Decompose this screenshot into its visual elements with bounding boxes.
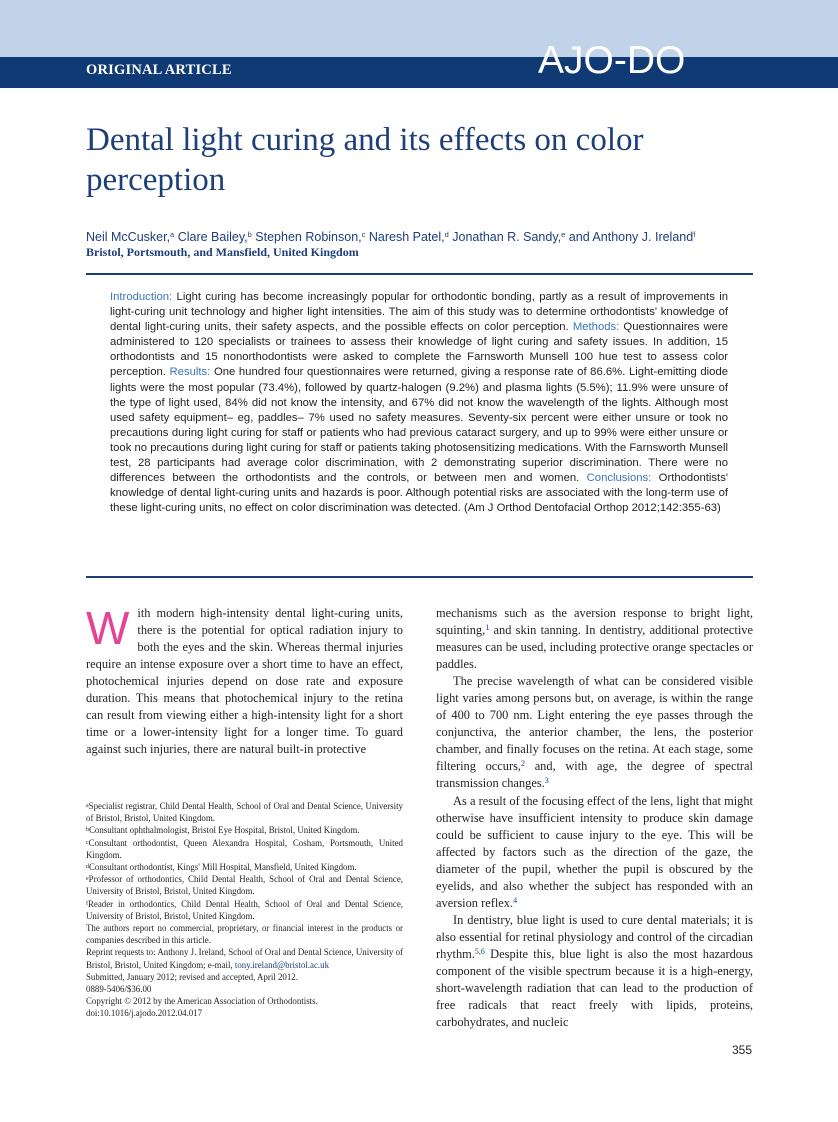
author[interactable]: Clare Bailey,$^b$ — [177, 230, 252, 244]
article-type-label: ORIGINAL ARTICLE — [86, 62, 232, 78]
affiliation-footnote: $^c$Consultant orthodontist, Queen Alexandra Hospital, Cosham, Portsmouth, United Kingdom. — [86, 837, 403, 860]
abstract-text-results: One hundred four questionnaires were returned, giving a response rate of 86.6%. Light-emitting diode lights were the most popular (73.4%), followed by quartz-halogen (9.2%) and plasma lights (5.5%); 11.9% were unsure of the type of light used, 84% did not know the intensity, and 67% did not know the wavelength of the lights. Although most used safety equipment– eg, paddles– 7% used no safety measures. Seventy-six percent were either unsure or took no precautions during light curing for staff or patients who had previous cataract surgery, and up to 99% were either unsure or took no precautions during light curing for staff or patients taking photosensitizing medications. With the Farnsworth Munsell test, 28 participants had average color discrimination, with 2 demonstrating superior discrimination. There were no differences between the orthodontists and the controls, or between men and women. — [110, 366, 729, 485]
abstract-text-conclusions: Orthodontists' knowledge of dental light-curing units and hazards is poor. Although potential risks are associated with the long-term use of these light-curing units, no effect on color discrimination was detected. (Am J Orthod Dentofacial Orthop 2012;142:355-63) — [110, 472, 728, 515]
abstract-text-methods: Questionnaires were administered to 120 specialists or trainees to assess their knowledge of light curing and safety issues. In addition, 15 orthodontists and 15 nonorthodontists were asked to complete the Farnsworth Munsell 100 hue test to assess color perception. — [110, 321, 729, 379]
citation-link[interactable]: 3 — [544, 776, 549, 786]
abstract-heading-results: Results: — [169, 366, 211, 379]
affiliation-footnote: $^e$Professor of orthodontics, Child Dental Health, School of Oral and Dental Science, University of Bristol, Bristol, United Kingdom. — [86, 874, 403, 897]
email-link[interactable]: tony.ireland@bristol.ac.uk — [234, 959, 330, 970]
page-number: 355 — [732, 1043, 753, 1057]
affiliation-footnote: $^a$Specialist registrar, Child Dental Health, School of Oral and Dental Science, University of Bristol, Bristol, United Kingdom. — [86, 801, 403, 824]
abstract-heading-methods: Methods: — [572, 321, 620, 334]
footnotes — [86, 800, 403, 1020]
body-paragraph: As a result of the focusing effect of the lens, light that might otherwise have insufficient intensity to produce skin damage could be sufficient to cause injury to the eye. This will be affected by factors such as the direction of the gaze, the diameter of the pupil, whether the pupil is obscured by the eyelids, and also whether the subject has responded with an aversion reflex.$^4$ — [436, 793, 753, 910]
author[interactable]: Jonathan R. Sandy,$^e$ — [452, 230, 566, 244]
body-paragraph: In dentistry, blue light is used to cure dental materials; it is also essential for retinal physiology and control of the circadian rhythm.$^{5,6}$ Despite this, blue light is also the most hazardous component of the visible spectrum because it is a high-energy, short-wavelength radiation that can lead to the production of free radicals that react freely with lipids, proteins, carbohydrates, and nucleic — [436, 912, 753, 1030]
submission-dates: Submitted, January 2012; revised and accepted, April 2012. — [86, 971, 298, 982]
copyright-notice: Copyright © 2012 by the American Association of Orthodontists. — [86, 996, 318, 1007]
header-top-band — [0, 0, 838, 57]
abstract-heading-introduction: Introduction: — [110, 291, 173, 303]
author-list — [86, 229, 766, 245]
citation-link[interactable]: 1 — [485, 623, 490, 633]
body-paragraph: With modern high-intensity dental light-curing units, there is the potential for optical radiation injury to both the eyes and the skin. Whereas thermal injuries require an intense exposure over a short time to have an effect, photochemical injuries depend on dose rate and exposure duration. This means that photochemical injury to the retina can result from viewing either a high-intensity light for a short time or a lower-intensity light for a longer time. To guard against such injuries, there are natural built-in protective — [86, 602, 403, 757]
disclosure-note: The authors report no commercial, proprietary, or financial interest in the products or companies described in this article. — [86, 923, 403, 946]
drop-cap: W — [86, 602, 130, 654]
abstract-top-rule — [86, 273, 753, 275]
journal-logo[interactable]: AJO-DO — [538, 39, 686, 82]
author[interactable]: Naresh Patel,$^d$ — [368, 230, 449, 244]
body-column-left — [86, 602, 403, 758]
article-title: Dental light curing and its effects on color perception — [86, 122, 644, 198]
affiliation-footnote: $^d$Consultant orthodontist, Kings' Mill Hospital, Mansfield, United Kingdom. — [86, 862, 357, 873]
abstract-text-introduction: Light curing has become increasingly popular for orthodontic bonding, partly as a result of improvements in light-curing unit technology and higher light intensities. The aim of this study was to determine orthodontists' knowledge of dental light-curing units, their safety aspects, and the possible effects on color perception. — [110, 291, 728, 334]
citation-link[interactable]: 2 — [521, 759, 526, 769]
doi-link[interactable]: doi:10.1016/j.ajodo.2012.04.017 — [86, 1008, 203, 1019]
affiliation-footnote: $^f$Reader in orthodontics, Child Dental Health, School of Oral and Dental Science, University of Bristol, Bristol, United Kingdom. — [86, 898, 403, 921]
abstract-bottom-rule — [86, 576, 753, 578]
reprint-requests: Reprint requests to: Anthony J. Ireland, School of Oral and Dental Science, University of Bristol, Bristol, United Kingdom; e-mail, tony.ireland@bristol.ac.uk — [86, 947, 403, 970]
issn-price: 0889-5406/$36.00 — [86, 984, 152, 995]
body-column-right — [436, 605, 753, 1031]
author-location: Bristol, Portsmouth, and Mansfield, United Kingdom — [86, 245, 359, 259]
abstract-heading-conclusions: Conclusions: — [586, 472, 652, 485]
citation-link[interactable]: 5,6 — [474, 946, 485, 956]
author[interactable]: Stephen Robinson,$^c$ — [255, 230, 366, 244]
citation-link[interactable]: 4 — [513, 895, 518, 905]
body-paragraph: mechanisms such as the aversion response to bright light, squinting,$^1$ and skin tanning. In dentistry, additional protective measures can be used, including protective orange spectacles or paddles. — [436, 606, 753, 672]
author[interactable]: and Anthony J. Ireland$^f$ — [568, 230, 696, 244]
body-paragraph: The precise wavelength of what can be considered visible light varies among persons but, on average, is within the range of 400 to 700 nm. Light entering the eye passes through the conjunctiva, the anterior chamber, the lens, the posterior chamber, and finally focuses on the retina. At each stage, some filtering occurs,$^2$ and, with age, the degree of spectral transmission changes.$^3$ — [436, 674, 753, 791]
author[interactable]: Neil McCusker,$^a$ — [86, 230, 175, 244]
affiliation-footnote: $^b$Consultant ophthalmologist, Bristol Eye Hospital, Bristol, United Kingdom. — [86, 825, 360, 836]
abstract — [110, 290, 728, 516]
